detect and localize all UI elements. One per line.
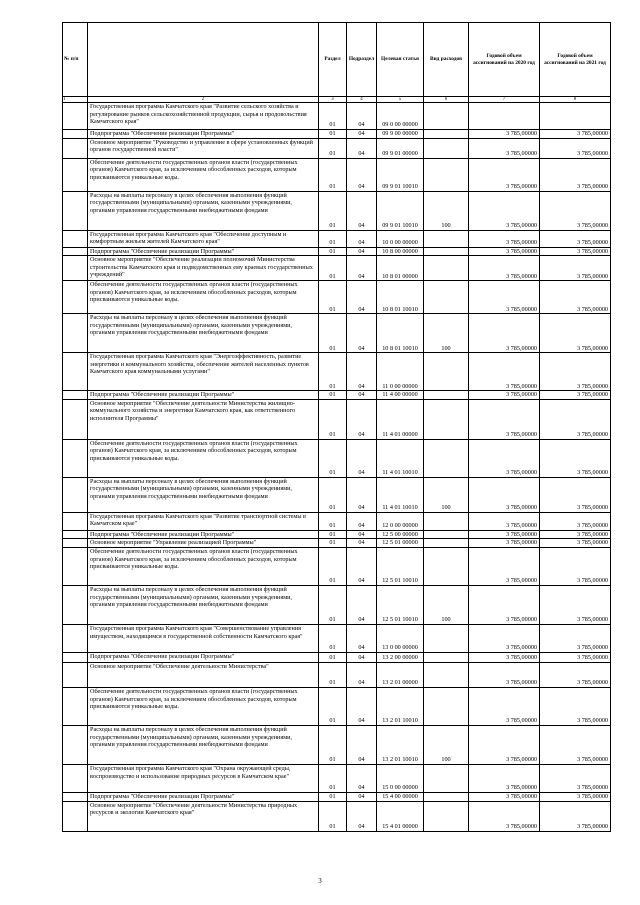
row-amount-2021: 3 785,00000 [540, 530, 611, 539]
row-subsection: 04 [347, 725, 377, 764]
row-expense-type [424, 247, 469, 256]
row-section: 01 [319, 281, 347, 314]
row-number [63, 247, 88, 256]
row-number [63, 662, 88, 687]
row-name: Расходы на выплаты персоналу в целях обеспечения выполнения функций государственными (муниципальными) органами, казенными учреждениями, органами управления государственными внебюджетными фондами [88, 477, 319, 512]
row-expense-type [424, 353, 469, 391]
row-number [63, 256, 88, 281]
header-section: Раздел [319, 23, 347, 97]
row-amount-2021: 3 785,00000 [540, 547, 611, 585]
row-amount-2021: 3 785,00000 [540, 624, 611, 652]
row-amount-2020: 3 785,00000 [469, 314, 540, 353]
header-2021: Годовой объем ассигнований на 2021 год [540, 23, 611, 97]
row-section: 01 [319, 391, 347, 400]
col-number: 7 [469, 97, 540, 103]
row-expense-type [424, 687, 469, 725]
table-row [63, 439, 611, 477]
row-expense-type [424, 130, 469, 139]
col-number: 1 [63, 97, 88, 103]
table-row [63, 547, 611, 585]
row-amount-2021 [540, 103, 611, 130]
row-number [63, 158, 88, 191]
row-expense-type [424, 624, 469, 652]
col-number: 2 [88, 97, 319, 103]
row-target: 15 0 00 00000 [377, 764, 424, 792]
row-amount-2021: 3 785,00000 [540, 512, 611, 530]
row-subsection: 04 [347, 624, 377, 652]
row-name: Государственная программа Камчатского края "Развитие транспортной системы в Камчатском крае" [88, 512, 319, 530]
row-amount-2020: 3 785,00000 [469, 281, 540, 314]
row-expense-type [424, 103, 469, 130]
row-subsection: 04 [347, 191, 377, 230]
row-amount-2020: 3 785,00000 [469, 539, 540, 548]
row-expense-type [424, 652, 469, 662]
row-amount-2020 [469, 103, 540, 130]
row-section: 01 [319, 399, 347, 439]
row-section: 01 [319, 801, 347, 831]
row-amount-2020: 3 785,00000 [469, 256, 540, 281]
row-name: Расходы на выплаты персоналу в целях обеспечения выполнения функций государственными (муниципальными) органами, казенными учреждениями, органами управления государственными внебюджетными фондами [88, 314, 319, 353]
row-number [63, 801, 88, 831]
row-amount-2021: 3 785,00000 [540, 792, 611, 801]
row-amount-2020: 3 785,00000 [469, 353, 540, 391]
row-expense-type [424, 281, 469, 314]
table-row [63, 281, 611, 314]
row-amount-2020: 3 785,00000 [469, 624, 540, 652]
col-number: 8 [540, 97, 611, 103]
row-name: Подпрограмма "Обеспечение реализации Программы" [88, 652, 319, 662]
table-row [63, 158, 611, 191]
row-target: 11 0 00 00000 [377, 353, 424, 391]
table-row [63, 687, 611, 725]
row-amount-2020: 3 785,00000 [469, 652, 540, 662]
header-subsection: Подраздел [347, 23, 377, 97]
row-target: 11 4 01 10010 [377, 439, 424, 477]
row-number [63, 764, 88, 792]
row-section: 01 [319, 764, 347, 792]
row-amount-2021: 3 785,00000 [540, 725, 611, 764]
row-expense-type [424, 391, 469, 400]
row-section: 01 [319, 103, 347, 130]
table-row [63, 539, 611, 548]
row-expense-type: 100 [424, 314, 469, 353]
row-expense-type [424, 230, 469, 247]
row-number [63, 439, 88, 477]
row-number [63, 652, 88, 662]
row-amount-2021: 3 785,00000 [540, 687, 611, 725]
row-name: Основное мероприятие "Обеспечение деятельности Министерства" [88, 662, 319, 687]
row-amount-2020: 3 785,00000 [469, 512, 540, 530]
row-expense-type [424, 764, 469, 792]
row-number [63, 585, 88, 624]
row-target: 13 2 00 00000 [377, 652, 424, 662]
row-number [63, 281, 88, 314]
row-expense-type [424, 158, 469, 191]
table-row [63, 725, 611, 764]
row-expense-type [424, 439, 469, 477]
row-name: Основное мероприятие "Руководство и управление в сфере установленных функций органов государственной власти" [88, 138, 319, 158]
row-amount-2020: 3 785,00000 [469, 130, 540, 139]
row-number [63, 792, 88, 801]
row-target: 12 5 01 10010 [377, 547, 424, 585]
row-name: Расходы на выплаты персоналу в целях обеспечения выполнения функций государственными (муниципальными) органами, казенными учреждениями, органами управления государственными внебюджетными фондами [88, 191, 319, 230]
header-target: Целевая статья [377, 23, 424, 97]
table-row [63, 353, 611, 391]
row-target: 09 0 00 00000 [377, 103, 424, 130]
row-section: 01 [319, 477, 347, 512]
row-amount-2020: 3 785,00000 [469, 138, 540, 158]
row-amount-2020: 3 785,00000 [469, 391, 540, 400]
row-amount-2021: 3 785,00000 [540, 353, 611, 391]
header-expense-type: Вид расходов [424, 23, 469, 97]
row-name: Основное мероприятие "Обеспечение деятельности Министерства природных ресурсов и экологии Камчатского края" [88, 801, 319, 831]
row-name: Расходы на выплаты персоналу в целях обеспечения выполнения функций государственными (муниципальными) органами, казенными учреждениями, органами управления государственными внебюджетными фондами [88, 585, 319, 624]
row-amount-2020: 3 785,00000 [469, 662, 540, 687]
row-amount-2021: 3 785,00000 [540, 585, 611, 624]
row-amount-2020: 3 785,00000 [469, 687, 540, 725]
row-section: 01 [319, 624, 347, 652]
row-target: 10 8 01 10010 [377, 314, 424, 353]
row-expense-type: 100 [424, 585, 469, 624]
row-target: 12 0 00 00000 [377, 512, 424, 530]
row-amount-2020: 3 785,00000 [469, 725, 540, 764]
row-number [63, 130, 88, 139]
row-section: 01 [319, 662, 347, 687]
row-subsection: 04 [347, 158, 377, 191]
row-name: Обеспечение деятельности государственных органов власти (государственных органов) Камчатского края, за исключением обособленных расходов, которым присваиваются уникальные коды. [88, 687, 319, 725]
col-number: 6 [424, 97, 469, 103]
row-amount-2020: 3 785,00000 [469, 439, 540, 477]
row-amount-2020: 3 785,00000 [469, 792, 540, 801]
row-number [63, 530, 88, 539]
table-row [63, 652, 611, 662]
row-number [63, 547, 88, 585]
row-section: 01 [319, 158, 347, 191]
row-section: 01 [319, 247, 347, 256]
row-section: 01 [319, 256, 347, 281]
row-number [63, 314, 88, 353]
row-name: Основное мероприятие "Обеспечение реализации полномочий Министерства строительства Камчатского края и подведомственных ему краевых государственных учреждений" [88, 256, 319, 281]
row-amount-2020: 3 785,00000 [469, 247, 540, 256]
row-amount-2021: 3 785,00000 [540, 191, 611, 230]
table-row [63, 230, 611, 247]
row-number [63, 138, 88, 158]
row-name: Подпрограмма "Обеспечение реализации Программы" [88, 391, 319, 400]
row-expense-type: 100 [424, 725, 469, 764]
header-num: № п/п [63, 23, 88, 97]
row-amount-2021: 3 785,00000 [540, 247, 611, 256]
col-number: 4 [347, 97, 377, 103]
table-row [63, 801, 611, 831]
table-row [63, 130, 611, 139]
row-subsection: 04 [347, 391, 377, 400]
row-target: 10 8 01 10010 [377, 281, 424, 314]
table-row [63, 138, 611, 158]
row-target: 11 4 01 10010 [377, 477, 424, 512]
row-amount-2021: 3 785,00000 [540, 652, 611, 662]
row-subsection: 04 [347, 103, 377, 130]
table-row [63, 191, 611, 230]
row-name: Государственная программа Камчатского края "Развитие сельского хозяйства и регулирование рынков сельскохозяйственной продукции, сырья и продовольствия Камчатского края" [88, 103, 319, 130]
row-amount-2021: 3 785,00000 [540, 256, 611, 281]
table-row [63, 399, 611, 439]
row-number [63, 230, 88, 247]
col-number: 3 [319, 97, 347, 103]
table-row [63, 247, 611, 256]
row-name: Государственная программа Камчатского края "Охрана окружающей среды, воспроизводство и использование природных ресурсов в Камчатском крае" [88, 764, 319, 792]
row-section: 01 [319, 314, 347, 353]
row-name: Расходы на выплаты персоналу в целях обеспечения выполнения функций государственными (муниципальными) органами, казенными учреждениями, органами управления государственными внебюджетными фондами [88, 725, 319, 764]
table-row [63, 662, 611, 687]
row-target: 09 9 01 10010 [377, 191, 424, 230]
row-expense-type [424, 662, 469, 687]
row-name: Обеспечение деятельности государственных органов власти (государственных органов) Камчатского края, за исключением обособленных расходов, которым присваиваются уникальные коды. [88, 281, 319, 314]
row-subsection: 04 [347, 652, 377, 662]
row-name: Основное мероприятие "Управление реализацией Программы" [88, 539, 319, 548]
row-amount-2020: 3 785,00000 [469, 585, 540, 624]
row-expense-type [424, 547, 469, 585]
row-amount-2021: 3 785,00000 [540, 801, 611, 831]
row-amount-2021: 3 785,00000 [540, 391, 611, 400]
table-row [63, 256, 611, 281]
row-name: Государственная программа Камчатского края "Совершенствование управления имуществом, находящимся в государственной собственности Камчатского края" [88, 624, 319, 652]
row-target: 10 8 00 00000 [377, 247, 424, 256]
row-subsection: 04 [347, 662, 377, 687]
row-amount-2020: 3 785,00000 [469, 230, 540, 247]
row-section: 01 [319, 439, 347, 477]
row-section: 01 [319, 512, 347, 530]
row-subsection: 04 [347, 687, 377, 725]
row-target: 13 2 01 00000 [377, 662, 424, 687]
row-section: 01 [319, 725, 347, 764]
row-subsection: 04 [347, 230, 377, 247]
row-number [63, 512, 88, 530]
row-subsection: 04 [347, 353, 377, 391]
row-target: 13 0 00 00000 [377, 624, 424, 652]
table-body [63, 103, 611, 832]
row-name: Государственная программа Камчатского края "Обеспечение доступным и комфортным жильем жителей Камчатского края" [88, 230, 319, 247]
row-expense-type [424, 399, 469, 439]
row-subsection: 04 [347, 547, 377, 585]
row-target: 10 8 01 00000 [377, 256, 424, 281]
row-subsection: 04 [347, 138, 377, 158]
row-target: 09 9 00 00000 [377, 130, 424, 139]
row-expense-type [424, 530, 469, 539]
row-target: 11 4 01 00000 [377, 399, 424, 439]
row-subsection: 04 [347, 130, 377, 139]
row-amount-2021: 3 785,00000 [540, 314, 611, 353]
row-expense-type: 100 [424, 191, 469, 230]
budget-table [62, 22, 611, 832]
row-expense-type: 100 [424, 477, 469, 512]
row-amount-2021: 3 785,00000 [540, 281, 611, 314]
row-subsection: 04 [347, 512, 377, 530]
row-subsection: 04 [347, 247, 377, 256]
row-section: 01 [319, 585, 347, 624]
row-amount-2021: 3 785,00000 [540, 439, 611, 477]
table-row [63, 103, 611, 130]
row-subsection: 04 [347, 477, 377, 512]
row-target: 13 2 01 10010 [377, 687, 424, 725]
header-name [88, 23, 319, 97]
row-section: 01 [319, 547, 347, 585]
row-name: Подпрограмма "Обеспечение реализации Программы" [88, 247, 319, 256]
row-expense-type [424, 539, 469, 548]
row-amount-2020: 3 785,00000 [469, 158, 540, 191]
row-name: Основное мероприятие "Обеспечение деятельности Министерства жилищно-коммунального хозяйства и энергетики Камчатского края, как ответственного исполнителя Программы" [88, 399, 319, 439]
col-number: 5 [377, 97, 424, 103]
row-number [63, 477, 88, 512]
row-amount-2020: 3 785,00000 [469, 477, 540, 512]
row-section: 01 [319, 191, 347, 230]
row-section: 01 [319, 353, 347, 391]
row-target: 12 5 00 00000 [377, 530, 424, 539]
row-amount-2020: 3 785,00000 [469, 547, 540, 585]
row-amount-2020: 3 785,00000 [469, 399, 540, 439]
row-subsection: 04 [347, 399, 377, 439]
row-expense-type [424, 256, 469, 281]
row-subsection: 04 [347, 530, 377, 539]
row-name: Обеспечение деятельности государственных органов власти (государственных органов) Камчатского края, за исключением обособленных расходов, которым присваиваются уникальные коды. [88, 158, 319, 191]
row-expense-type [424, 138, 469, 158]
row-number [63, 399, 88, 439]
row-number [63, 353, 88, 391]
row-expense-type [424, 512, 469, 530]
row-section: 01 [319, 130, 347, 139]
row-target: 15 4 00 00000 [377, 792, 424, 801]
row-subsection: 04 [347, 439, 377, 477]
row-name: Обеспечение деятельности государственных органов власти (государственных органов) Камчатского края, за исключением обособленных расходов, которым присваиваются уникальные коды. [88, 439, 319, 477]
row-subsection: 04 [347, 764, 377, 792]
row-section: 01 [319, 138, 347, 158]
row-number [63, 191, 88, 230]
row-number [63, 391, 88, 400]
row-number [63, 624, 88, 652]
table-row [63, 477, 611, 512]
row-amount-2021: 3 785,00000 [540, 230, 611, 247]
row-subsection: 04 [347, 792, 377, 801]
row-amount-2021: 3 785,00000 [540, 539, 611, 548]
row-section: 01 [319, 530, 347, 539]
row-expense-type [424, 792, 469, 801]
row-subsection: 04 [347, 281, 377, 314]
row-subsection: 04 [347, 314, 377, 353]
row-number [63, 687, 88, 725]
row-amount-2021: 3 785,00000 [540, 138, 611, 158]
row-target: 12 5 01 00000 [377, 539, 424, 548]
row-amount-2020: 3 785,00000 [469, 764, 540, 792]
header-2020: Годовой объем ассигнований на 2020 год [469, 23, 540, 97]
row-subsection: 04 [347, 539, 377, 548]
row-section: 01 [319, 230, 347, 247]
table-row [63, 391, 611, 400]
row-subsection: 04 [347, 256, 377, 281]
row-amount-2021: 3 785,00000 [540, 399, 611, 439]
row-number [63, 103, 88, 130]
row-number [63, 539, 88, 548]
table-row [63, 764, 611, 792]
row-amount-2021: 3 785,00000 [540, 764, 611, 792]
row-subsection: 04 [347, 585, 377, 624]
table-row [63, 314, 611, 353]
row-section: 01 [319, 687, 347, 725]
row-name: Обеспечение деятельности государственных органов власти (государственных органов) Камчатского края, за исключением обособленных расходов, которым присваиваются уникальные коды. [88, 547, 319, 585]
table-row [63, 792, 611, 801]
row-expense-type [424, 801, 469, 831]
table-row [63, 530, 611, 539]
row-target: 15 4 01 00000 [377, 801, 424, 831]
row-amount-2020: 3 785,00000 [469, 191, 540, 230]
row-section: 01 [319, 652, 347, 662]
row-name: Государственная программа Камчатского края "Энергоэффективность, развитие энергетики и коммунального хозяйства, обеспечение жителей населенных пунктов Камчатского края коммунальными услугами" [88, 353, 319, 391]
table-row [63, 624, 611, 652]
table-row [63, 585, 611, 624]
row-section: 01 [319, 792, 347, 801]
row-amount-2021: 3 785,00000 [540, 130, 611, 139]
row-name: Подпрограмма "Обеспечение реализации Программы" [88, 792, 319, 801]
page-number: 3 [318, 877, 322, 885]
row-target: 09 9 01 00000 [377, 138, 424, 158]
table-header-row [63, 23, 611, 97]
row-target: 10 0 00 00000 [377, 230, 424, 247]
row-amount-2021: 3 785,00000 [540, 158, 611, 191]
row-number [63, 725, 88, 764]
row-subsection: 04 [347, 801, 377, 831]
row-amount-2021: 3 785,00000 [540, 477, 611, 512]
row-target: 13 2 01 10010 [377, 725, 424, 764]
row-amount-2021: 3 785,00000 [540, 662, 611, 687]
row-target: 12 5 01 10010 [377, 585, 424, 624]
row-target: 11 4 00 00000 [377, 391, 424, 400]
row-name: Подпрограмма "Обеспечение реализации Программы" [88, 530, 319, 539]
row-target: 09 9 01 10010 [377, 158, 424, 191]
table-row [63, 512, 611, 530]
row-amount-2020: 3 785,00000 [469, 530, 540, 539]
row-section: 01 [319, 539, 347, 548]
row-amount-2020: 3 785,00000 [469, 801, 540, 831]
row-name: Подпрограмма "Обеспечение реализации Программы" [88, 130, 319, 139]
